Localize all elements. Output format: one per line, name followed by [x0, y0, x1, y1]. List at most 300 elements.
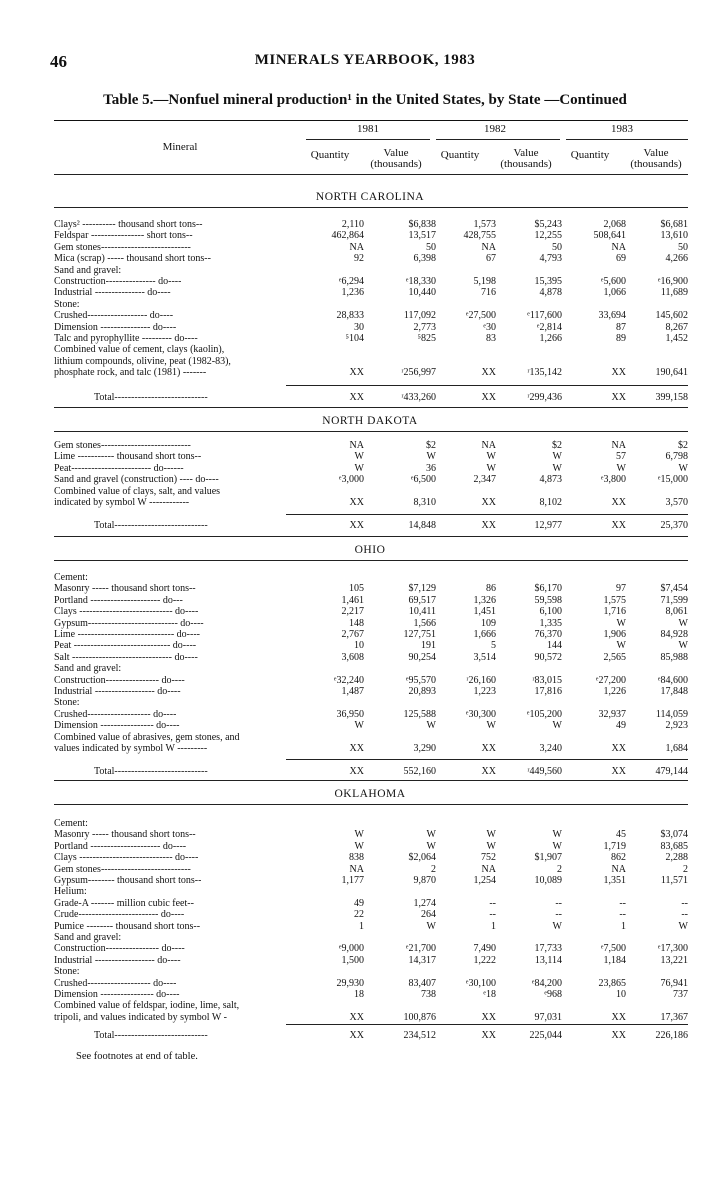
mineral-label: Stone:: [54, 697, 80, 709]
value-cell: ᵉ117,600: [527, 310, 562, 322]
value-cell: 17,733: [534, 943, 562, 955]
value-cell: 144: [547, 640, 562, 652]
quantity-cell: 1,573: [473, 219, 496, 230]
table-row: [54, 640, 688, 651]
quantity-cell: NA: [349, 440, 364, 451]
quantity-header: Quantity: [440, 149, 480, 161]
quantity-cell: ʳ26,160: [466, 674, 496, 686]
mineral-label: Dimension --------------- do----: [54, 321, 177, 333]
table-row: [54, 875, 688, 886]
table-row: [54, 583, 688, 594]
table-row: [54, 943, 688, 954]
value-cell: 127,751: [403, 629, 436, 640]
quantity-cell: 2,347: [473, 474, 496, 486]
total-row: [54, 392, 688, 403]
mineral-label: Combined value of feldspar, iodine, lime, salt,: [54, 1000, 240, 1012]
quantity-cell: XX: [349, 392, 364, 403]
quantity-cell: 22: [354, 909, 364, 921]
mineral-label: Pumice -------- thousand short tons--: [54, 920, 201, 932]
mineral-label: Total----------------------------: [94, 766, 208, 777]
value-cell: 1,335: [539, 617, 562, 629]
quantity-cell: 716: [481, 287, 496, 299]
year-rule: [436, 139, 560, 140]
quantity-cell: --: [619, 897, 626, 909]
mineral-label: Peat ----------------------------- do----: [54, 640, 197, 652]
section-rule: [54, 804, 688, 805]
quantity-cell: 49: [354, 897, 364, 909]
quantity-cell: W: [616, 462, 626, 474]
quantity-cell: 5: [491, 640, 496, 652]
value-cell: 76,941: [660, 977, 688, 989]
quantity-cell: 67: [486, 253, 496, 265]
table-row: [54, 287, 688, 298]
value-cell: ᵉ84,600: [657, 674, 688, 686]
mineral-label: Portland --------------------- do----: [54, 840, 187, 852]
value-cell: $2,064: [408, 852, 436, 864]
mineral-label: Sand and gravel (construction) ---- do----: [54, 474, 219, 486]
value-cell: 90,254: [408, 651, 436, 663]
running-head: MINERALS YEARBOOK, 1983: [254, 52, 476, 68]
value-cell: 4,878: [539, 287, 562, 299]
quantity-header: Quantity: [310, 149, 350, 161]
quantity-cell: ᵉ6,294: [338, 276, 364, 287]
quantity-cell: W: [486, 829, 496, 841]
quantity-cell: 1,254: [473, 875, 496, 886]
quantity-cell: W: [354, 462, 364, 474]
quantity-cell: 1: [491, 920, 496, 932]
value-cell: 2,288: [665, 852, 688, 864]
quantity-cell: 462,864: [331, 230, 364, 242]
quantity-cell: 1,575: [603, 594, 626, 606]
quantity-cell: 148: [349, 617, 364, 629]
table-row: [54, 829, 688, 840]
mineral-label: values indicated by symbol W ---------: [54, 743, 208, 754]
quantity-cell: 508,641: [593, 230, 626, 242]
value-cell: 59,598: [534, 594, 562, 606]
value-cell: 8,102: [539, 497, 562, 508]
value-cell: 50: [678, 241, 688, 253]
subtotal-rule: [286, 1024, 688, 1025]
quantity-cell: 23,865: [598, 977, 626, 989]
mineral-label: Construction---------------- do----: [54, 943, 185, 955]
value-cell: 6,100: [539, 606, 562, 618]
quantity-cell: 1,451: [473, 606, 496, 618]
table-row: [54, 595, 688, 606]
value-cell: 36: [426, 462, 436, 474]
quantity-cell: 862: [611, 852, 626, 864]
quantity-cell: 1,223: [473, 686, 496, 697]
table-row: [54, 909, 688, 920]
value-cell: 85,988: [660, 651, 688, 663]
value-cell: ⁵825: [417, 333, 436, 344]
value-cell: ʳ83,015: [532, 674, 562, 686]
mineral-label: Dimension ---------------- do----: [54, 720, 180, 732]
table-row: [54, 1000, 688, 1011]
quantity-header: Quantity: [570, 149, 610, 161]
value-cell: 12,255: [534, 230, 562, 242]
quantity-cell: 1: [359, 920, 364, 932]
mineral-label: Crude------------------------ do----: [54, 909, 185, 921]
quantity-cell: 1,487: [341, 686, 364, 697]
value-cell: 13,517: [408, 230, 436, 242]
value-cell: 234,512: [403, 1030, 436, 1041]
table-row: [54, 606, 688, 617]
quantity-cell: 838: [349, 852, 364, 864]
value-cell: 1,684: [665, 743, 688, 754]
quantity-cell: 28,833: [336, 310, 364, 322]
value-cell: 145,602: [655, 310, 688, 322]
quantity-cell: 1,906: [603, 629, 626, 640]
value-cell: 17,367: [660, 1011, 688, 1023]
mineral-label: Combined value of cement, clays (kaolin),: [54, 344, 225, 356]
state-heading: NORTH DAKOTA: [322, 415, 418, 427]
table-row: [54, 463, 688, 474]
mineral-label: Masonry ----- thousand short tons--: [54, 583, 196, 595]
quantity-cell: XX: [349, 1030, 364, 1041]
table-row: [54, 1012, 688, 1023]
quantity-cell: XX: [481, 392, 496, 403]
table-row: [54, 864, 688, 875]
value-cell: 76,370: [534, 629, 562, 640]
state-heading: OKLAHOMA: [334, 788, 406, 800]
quantity-cell: W: [486, 451, 496, 463]
mineral-label: Industrial ------------------ do----: [54, 686, 181, 697]
quantity-cell: XX: [349, 520, 364, 531]
quantity-cell: XX: [611, 766, 626, 777]
quantity-cell: ᵉ9,000: [338, 943, 364, 955]
value-cell: W: [552, 920, 562, 932]
value-cell: 14,848: [408, 520, 436, 531]
quantity-cell: XX: [611, 1030, 626, 1041]
mineral-label: Masonry ----- thousand short tons--: [54, 829, 196, 841]
value-cell: W: [552, 462, 562, 474]
mineral-column-header: Mineral: [162, 141, 198, 153]
value-cell: --: [681, 897, 688, 909]
value-cell: $6,170: [534, 583, 562, 595]
quantity-cell: 105: [349, 583, 364, 595]
value-cell: 11,571: [660, 875, 688, 886]
quantity-cell: W: [486, 840, 496, 852]
section-rule: [54, 431, 688, 432]
mineral-label: Peat------------------------ do------: [54, 462, 184, 474]
table-row: [54, 955, 688, 966]
table-row: [54, 966, 688, 977]
quantity-cell: 32,937: [598, 708, 626, 720]
table-row: [54, 697, 688, 708]
value-cell: 97,031: [534, 1011, 562, 1023]
table-row: [54, 818, 688, 829]
table-row: [54, 344, 688, 355]
value-cell: ᵉ95,570: [405, 674, 436, 686]
value-cell: 13,221: [660, 954, 688, 966]
mineral-label: tripoli, and values indicated by symbol W -: [54, 1011, 227, 1023]
mineral-label: Crushed------------------- do----: [54, 977, 177, 989]
value-cell: 13,114: [534, 954, 562, 966]
table-row: [54, 230, 688, 241]
value-cell: 399,158: [655, 392, 688, 403]
table-row: [54, 709, 688, 720]
quantity-cell: 2,565: [603, 651, 626, 663]
table-row: [54, 852, 688, 863]
quantity-cell: 7,490: [473, 943, 496, 955]
value-cell: W: [426, 720, 436, 732]
quantity-cell: 3,608: [341, 651, 364, 663]
value-cell: 2: [557, 863, 562, 875]
quantity-cell: 18: [354, 989, 364, 1000]
table-row: [54, 686, 688, 697]
value-cell: W: [678, 920, 688, 932]
value-cell: ᵉ18,330: [405, 276, 436, 287]
quantity-cell: W: [486, 720, 496, 732]
mineral-label: Sand and gravel:: [54, 932, 122, 943]
value-cell: W: [552, 840, 562, 852]
value-cell: W: [426, 920, 436, 932]
mineral-label: Talc and pyrophyllite --------- do----: [54, 333, 198, 344]
section-rule: [54, 536, 688, 537]
table-row: [54, 743, 688, 754]
year-header-1981: 1981: [357, 123, 379, 135]
quantity-cell: ᵉ30,300: [465, 708, 496, 720]
value-cell: $1,907: [534, 852, 562, 864]
value-cell: 2,773: [413, 321, 436, 333]
quantity-cell: NA: [481, 241, 496, 253]
quantity-cell: W: [616, 617, 626, 629]
table-row: [54, 652, 688, 663]
value-cell: 552,160: [403, 766, 436, 777]
quantity-cell: XX: [611, 392, 626, 403]
quantity-cell: XX: [481, 743, 496, 754]
value-cell: W: [552, 720, 562, 732]
value-cell: 10,089: [534, 875, 562, 886]
mineral-label: Stone:: [54, 298, 80, 310]
quantity-cell: 1,719: [603, 840, 626, 852]
value-cell: 13,610: [660, 230, 688, 242]
table-row: [54, 440, 688, 451]
value-cell: 117,092: [403, 310, 436, 322]
value-cell: ᵉ16,900: [657, 276, 688, 287]
mineral-label: indicated by symbol W ------------: [54, 497, 190, 508]
total-row: [54, 1030, 688, 1041]
quantity-cell: ᵉ3,800: [600, 474, 626, 486]
value-cell: 264: [421, 909, 436, 921]
quantity-cell: 1,716: [603, 606, 626, 618]
value-cell: ᵉ15,000: [657, 474, 688, 486]
value-cell: ᵉ84,200: [531, 977, 562, 989]
value-cell: 4,793: [539, 253, 562, 265]
value-cell: 17,816: [534, 686, 562, 697]
value-cell: 2: [431, 863, 436, 875]
table-row: [54, 451, 688, 462]
total-row: [54, 520, 688, 531]
quantity-cell: NA: [611, 241, 626, 253]
mineral-label: Industrial ------------------ do----: [54, 954, 181, 966]
mineral-label: Stone:: [54, 966, 80, 978]
table-row: [54, 356, 688, 367]
table-row: [54, 720, 688, 731]
table-row: [54, 474, 688, 485]
value-cell: 12,977: [534, 520, 562, 531]
quantity-cell: 1,461: [341, 594, 364, 606]
value-cell: ᵉ105,200: [526, 708, 562, 720]
quantity-cell: W: [486, 462, 496, 474]
quantity-cell: XX: [481, 1011, 496, 1023]
value-cell: ᵉ2,814: [536, 321, 562, 333]
value-header: Value (thousands): [370, 147, 422, 170]
table-row: [54, 886, 688, 897]
quantity-cell: 1,326: [473, 594, 496, 606]
quantity-cell: 2,110: [341, 219, 364, 230]
quantity-cell: W: [616, 640, 626, 652]
quantity-cell: 5,198: [473, 276, 496, 287]
quantity-cell: ᵉ27,200: [595, 674, 626, 686]
quantity-cell: NA: [349, 241, 364, 253]
value-cell: W: [552, 451, 562, 463]
table-row: [54, 219, 688, 230]
subtotal-rule: [286, 759, 688, 760]
value-cell: 3,290: [413, 743, 436, 754]
value-cell: 738: [421, 989, 436, 1000]
quantity-cell: ᵉ32,240: [333, 674, 364, 686]
value-cell: $2: [552, 440, 562, 451]
mineral-label: Combined value of clays, salt, and values: [54, 485, 221, 497]
quantity-cell: W: [354, 840, 364, 852]
quantity-cell: XX: [481, 1030, 496, 1041]
value-cell: $3,074: [660, 829, 688, 841]
quantity-cell: 87: [616, 321, 626, 333]
value-cell: ᵉ21,700: [405, 943, 436, 955]
value-cell: $6,838: [408, 219, 436, 230]
quantity-cell: --: [619, 909, 626, 921]
total-row: [54, 766, 688, 777]
table-row: [54, 322, 688, 333]
quantity-cell: XX: [349, 743, 364, 754]
mineral-label: Sand and gravel:: [54, 663, 122, 675]
quantity-cell: 1,184: [603, 954, 626, 966]
quantity-cell: XX: [611, 367, 626, 379]
year-header-1983: 1983: [611, 123, 633, 135]
quantity-cell: XX: [481, 766, 496, 777]
value-cell: ᵉ6,500: [410, 474, 436, 486]
value-cell: W: [552, 829, 562, 841]
quantity-cell: 10: [354, 640, 364, 652]
value-cell: ᵉ968: [544, 989, 562, 1000]
quantity-cell: 86: [486, 583, 496, 595]
value-cell: 6,398: [413, 253, 436, 265]
value-cell: $2: [678, 440, 688, 451]
value-cell: ᵉ17,300: [657, 943, 688, 955]
table-row: [54, 675, 688, 686]
quantity-cell: 92: [354, 253, 364, 265]
value-cell: 3,570: [665, 497, 688, 508]
mineral-label: Cement:: [54, 818, 88, 829]
value-header: Value (thousands): [500, 147, 552, 170]
section-rule: [54, 780, 688, 781]
value-cell: 17,848: [660, 686, 688, 697]
table-row: [54, 333, 688, 344]
quantity-cell: ᵉ30,100: [465, 977, 496, 989]
mineral-label: Mica (scrap) ----- thousand short tons--: [54, 253, 211, 265]
quantity-cell: NA: [481, 440, 496, 451]
mineral-label: Salt ------------------------------ do----: [54, 651, 198, 663]
table-row: [54, 618, 688, 629]
quantity-cell: W: [354, 451, 364, 463]
quantity-cell: XX: [481, 367, 496, 379]
value-cell: W: [426, 840, 436, 852]
value-cell: $7,454: [660, 583, 688, 595]
value-cell: 25,370: [660, 520, 688, 531]
quantity-cell: ᵉ18: [483, 989, 496, 1000]
value-cell: 9,870: [413, 875, 436, 886]
quantity-cell: 49: [616, 720, 626, 732]
value-cell: 4,873: [539, 474, 562, 486]
value-cell: 90,572: [534, 651, 562, 663]
value-cell: 10,411: [408, 606, 436, 618]
year-rule: [306, 139, 430, 140]
quantity-cell: 1,222: [473, 954, 496, 966]
quantity-cell: 97: [616, 583, 626, 595]
mineral-label: Lime ----------------------------- do----: [54, 629, 200, 640]
value-cell: --: [555, 909, 562, 921]
table-row: [54, 841, 688, 852]
table-row: [54, 242, 688, 253]
quantity-cell: NA: [481, 863, 496, 875]
quantity-cell: XX: [611, 497, 626, 508]
value-cell: 4,266: [665, 253, 688, 265]
mineral-label: Gem stones---------------------------: [54, 241, 191, 253]
state-heading: OHIO: [354, 544, 386, 556]
table-row: [54, 486, 688, 497]
value-cell: 100,876: [403, 1011, 436, 1023]
table-row: [54, 253, 688, 264]
value-cell: 83,685: [660, 840, 688, 852]
value-cell: 50: [552, 241, 562, 253]
value-cell: 10,440: [408, 287, 436, 299]
value-cell: ʳ449,560: [527, 766, 562, 777]
quantity-cell: 33,694: [598, 310, 626, 322]
section-rule: [54, 560, 688, 561]
footnote: See footnotes at end of table.: [76, 1051, 198, 1062]
quantity-cell: 1,666: [473, 629, 496, 640]
table-row: [54, 732, 688, 743]
value-cell: $5,243: [534, 219, 562, 230]
value-cell: 83,407: [408, 977, 436, 989]
value-cell: 1,266: [539, 333, 562, 344]
table-row: [54, 367, 688, 378]
quantity-cell: XX: [611, 1011, 626, 1023]
quantity-cell: --: [489, 897, 496, 909]
value-cell: 2: [683, 863, 688, 875]
value-cell: ʳ299,436: [527, 392, 562, 403]
quantity-cell: ⁵104: [345, 333, 364, 344]
quantity-cell: 1,177: [341, 875, 364, 886]
quantity-cell: 3,514: [473, 651, 496, 663]
quantity-cell: 2,767: [341, 629, 364, 640]
table-row: [54, 663, 688, 674]
quantity-cell: XX: [481, 497, 496, 508]
table-row: [54, 989, 688, 1000]
state-heading: NORTH CAROLINA: [315, 191, 425, 203]
mineral-label: Portland --------------------- do---: [54, 594, 183, 606]
quantity-cell: 29,930: [336, 977, 364, 989]
table-row: [54, 898, 688, 909]
value-cell: 114,059: [655, 708, 688, 720]
value-cell: W: [678, 640, 688, 652]
quantity-cell: 1: [621, 920, 626, 932]
table-row: [54, 299, 688, 310]
value-cell: ʳ433,260: [401, 392, 436, 403]
value-cell: ʳ256,997: [401, 367, 436, 379]
section-rule: [54, 407, 688, 408]
